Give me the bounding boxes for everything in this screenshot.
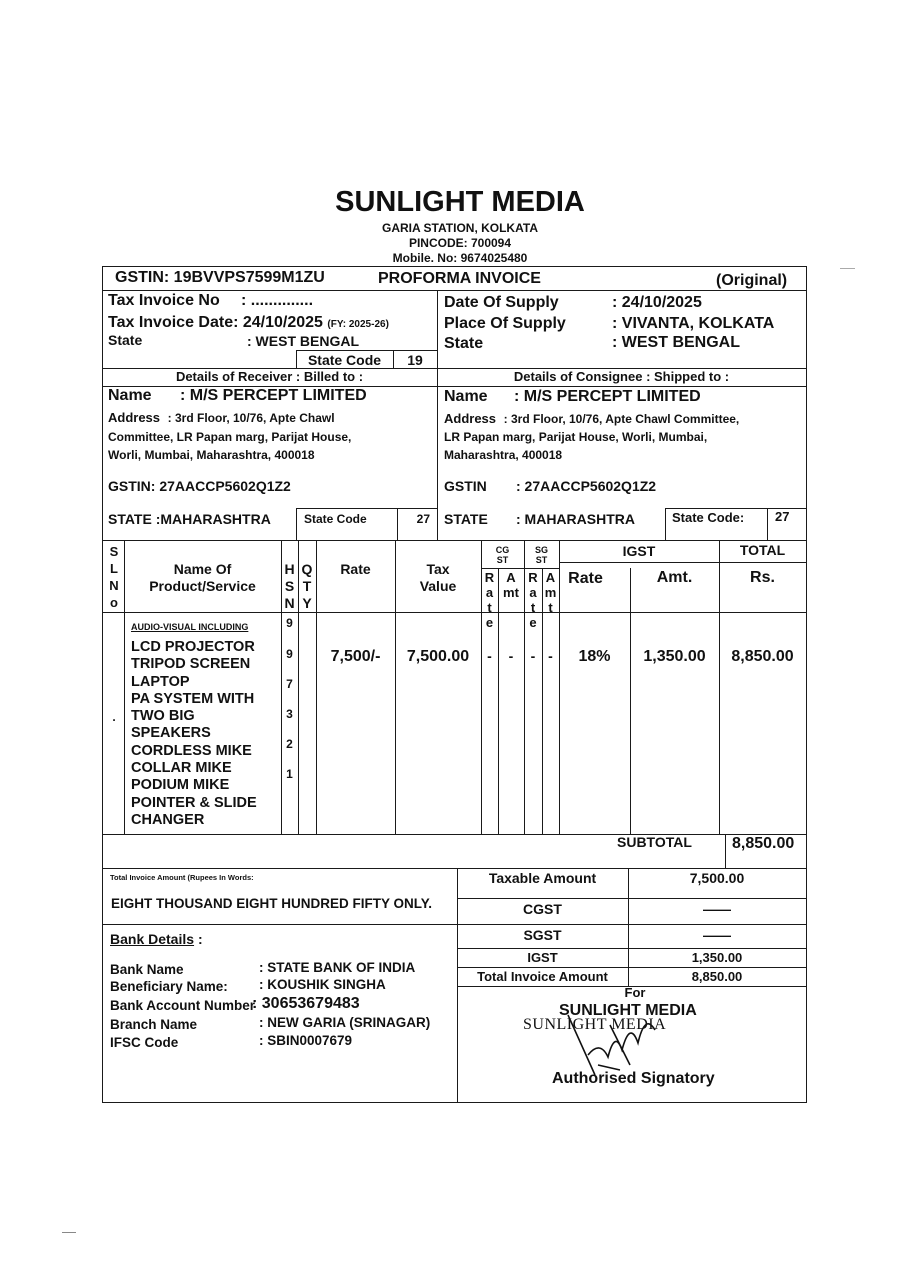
header-line: Product/Service [149,578,256,594]
col-igst-amt: Amt. [656,569,693,586]
consignee-address-line3: Maharashtra, 400018 [444,448,563,462]
receiver-state-code-label: State Code [304,512,367,526]
authorised-signatory: Authorised Signatory [552,1070,715,1087]
receiver-address-label: Address [108,410,161,425]
consignee-heading: Details of Consignee : Shipped to : [513,369,730,384]
amount-words-label: Total Invoice Amount (Rupees In Words: [110,873,254,882]
summary-value: 7,500.00 [689,870,745,886]
supply-state-label: State [444,335,484,352]
header-char: N [109,578,119,593]
header-char: m [544,585,557,600]
hsn-digit: 1 [286,767,293,781]
copy-label: (Original) [716,272,788,289]
hsn-digit: 9 [286,647,293,661]
border-left [102,266,103,1103]
bank-name-value: : STATE BANK OF INDIA [259,960,416,975]
item-igst-amt: 1,350.00 [643,648,706,665]
consignee-address-line2: LR Papan marg, Parijat House, Worli, Mumbai, [444,430,708,444]
supply-state-value: : WEST BENGAL [612,334,740,351]
header-char: a [529,585,537,600]
ifsc-value: : SBIN0007679 [259,1033,353,1048]
signature-company: SUNLIGHT MEDIA [559,1002,697,1019]
receiver-name-label: Name [108,387,152,404]
bank-name-label: Bank Name [110,962,184,977]
product-line: PODIUM MIKE [131,777,230,794]
divider [767,508,768,540]
summary-label: SGST [523,927,562,943]
header-char: Q [301,561,313,577]
col-cgst [481,545,524,565]
col-divider [316,540,317,834]
header-char: t [530,600,536,615]
col-qty [298,561,316,612]
item-cgst-rate: - [487,648,492,664]
consignee-address-label: Address [444,411,497,426]
col-igst: IGST [622,543,656,559]
receiver-gstin: GSTIN: 27AACCP5602Q1Z2 [108,478,291,494]
summary-label: CGST [523,901,562,917]
border-right [806,266,807,1103]
header-char: H [284,561,295,577]
invoice-no-label: Tax Invoice No [108,292,220,309]
consignee-gstin-label: GSTIN [444,478,487,494]
scan-mark [62,1232,76,1233]
hsn-digit: 7 [286,677,293,691]
state-code-label: State Code [307,352,382,368]
divider [457,898,806,899]
col-sgst-rate [524,570,542,630]
border-top [102,266,806,267]
item-rate: 7,500/- [330,648,381,665]
account-number-label: Bank Account Number [110,998,256,1013]
col-hsn [281,561,298,612]
consignee-state-value: : MAHARASHTRA [516,511,635,527]
col-igst-rate: Rate [568,570,603,587]
product-line: COLLAR MIKE [131,760,232,777]
divider [102,540,806,541]
receiver-address-line1: : 3rd Floor, 10/76, Apte Chawl [167,411,335,425]
bank-heading-text: Bank Details [110,931,195,947]
header-char: mt [503,585,519,600]
product-line: POINTER & SLIDE [131,794,257,811]
ifsc-label: IFSC Code [110,1035,179,1050]
col-sgst-amt [542,570,559,615]
consignee-state-label: STATE [444,511,488,527]
item-cgst-amt: - [508,648,514,664]
product-line: TRIPOD SCREEN [131,656,251,673]
summary-label: Taxable Amount [488,870,597,886]
header-char: A [545,570,556,585]
signature-for: For [624,985,646,1000]
bank-heading-colon: : [197,931,203,947]
beneficiary-label: Beneficiary Name: [110,979,228,994]
product-line: SPEAKERS [131,725,211,742]
header-line: ST [496,555,509,565]
divider [296,350,437,351]
company-pincode: PINCODE: 700094 [408,236,512,250]
company-name: SUNLIGHT MEDIA [335,186,585,218]
header-char: o [110,595,118,610]
header-char: Y [302,595,312,611]
account-number-value: : 30653679483 [252,995,360,1012]
product-line: PA SYSTEM WITH [131,690,255,707]
product-line: TWO BIG [131,708,195,725]
divider [559,562,806,563]
header-char: T [302,578,312,594]
header-char: e [485,615,494,630]
header-char: L [110,561,118,576]
branch-label: Branch Name [110,1017,198,1032]
header-line: Tax [426,561,450,577]
item-sgst-rate: - [530,648,536,664]
date-of-supply-value: : 24/10/2025 [612,294,702,311]
header-char: t [548,600,553,615]
product-line: CORDLESS MIKE [131,742,252,759]
header-char: A [506,570,516,585]
receiver-heading: Details of Receiver : Billed to : [175,369,364,384]
consignee-state-code-label: State Code: [672,510,745,525]
branch-value: : NEW GARIA (SRINAGAR) [259,1015,431,1030]
col-total-rs: Rs. [750,569,775,586]
consignee-name-label: Name [444,388,488,405]
item-tax-value: 7,500.00 [406,648,470,665]
col-rate: Rate [340,561,371,577]
item-products [131,639,257,829]
summary-value: 1,350.00 [691,950,743,965]
amount-words-value: EIGHT THOUSAND EIGHT HUNDRED FIFTY ONLY. [111,896,433,911]
hsn-digit: 9 [286,616,293,630]
consignee-address-line1: : 3rd Floor, 10/76, Apte Chawl Committee, [503,412,740,426]
seller-gstin: GSTIN: 19BVVPS7599M1ZU [115,269,325,286]
invoice-date-value: Tax Invoice Date: 24/10/2025 [108,314,323,331]
product-line: LAPTOP [131,673,190,690]
divider [102,834,806,835]
divider [725,834,726,868]
col-total: TOTAL [739,542,786,558]
state-label: State [108,332,143,348]
header-char: S [284,578,295,594]
state-code-value: 19 [407,352,423,368]
divider [665,508,666,540]
divider [457,924,806,925]
subtotal-value: 8,850.00 [732,835,795,852]
col-sgst [524,545,559,565]
company-address: GARIA STATION, KOLKATA [382,221,538,235]
item-category: AUDIO-VISUAL INCLUDING [131,622,249,632]
header-char: R [528,570,538,585]
summary-value: —— [703,927,731,943]
item-total: 8,850.00 [731,648,794,665]
col-divider [498,568,499,834]
header-line: CG [495,545,510,555]
receiver-address [108,410,335,425]
product-line: CHANGER [131,811,205,828]
divider [102,924,457,925]
divider [437,290,438,368]
signature-scribble [560,995,680,1080]
divider [296,508,297,540]
receiver-state-code-value: 27 [416,512,430,526]
divider [102,290,806,291]
header-char: e [529,615,537,630]
company-mobile: Mobile. No: 9674025480 [392,251,528,265]
place-of-supply-label: Place Of Supply [444,315,566,332]
col-product [124,561,281,595]
header-line: Value [419,578,457,594]
header-char: S [109,544,119,559]
col-divider [630,568,631,834]
header-char: a [485,585,494,600]
summary-label: IGST [527,950,558,965]
item-igst-rate: 18% [578,648,611,665]
col-sl-no [104,543,124,611]
consignee-state-code-value: 27 [775,509,790,524]
document-type: PROFORMA INVOICE [378,270,541,287]
border-bottom [102,1102,807,1103]
signature-stamp: SUNLIGHT MEDIA [523,1016,667,1033]
divider [102,612,806,613]
header-char: R [484,570,495,585]
summary-label: Total Invoice Amount [477,969,608,984]
col-cgst-amt [498,570,524,600]
hsn-digit: 3 [286,707,293,721]
header-line: SG [534,545,548,555]
date-of-supply-label: Date Of Supply [444,294,559,311]
col-tax-value [395,561,481,595]
header-char: N [284,595,295,611]
fiscal-year: (FY: 2025-26) [327,319,389,330]
col-cgst-rate [481,570,498,630]
scan-mark [840,268,855,269]
product-line: LCD PROJECTOR [131,639,255,655]
consignee-name-value: : M/S PERCEPT LIMITED [514,388,701,405]
summary-value: 8,850.00 [691,969,743,984]
invoice-date [108,314,389,332]
summary-value: —— [703,901,731,917]
receiver-name-value: : M/S PERCEPT LIMITED [180,387,367,404]
invoice-no-value: : .............. [241,292,314,309]
item-sl-no: . [112,710,116,724]
header-char: t [487,600,492,615]
divider [296,508,437,509]
place-of-supply-value: : VIVANTA, KOLKATA [612,315,775,332]
receiver-state: STATE :MAHARASHTRA [108,511,271,527]
beneficiary-value: : KOUSHIK SINGHA [259,977,386,992]
header-line: ST [535,555,548,565]
divider [481,568,559,569]
subtotal-label: SUBTOTAL [617,834,692,850]
hsn-digit: 2 [286,737,293,751]
receiver-address-line2: Committee, LR Papan marg, Parijat House, [108,430,352,444]
consignee-address [444,411,739,426]
receiver-address-line3: Worli, Mumbai, Maharashtra, 400018 [108,448,315,462]
header-line: Name Of [173,561,232,577]
divider [457,948,806,949]
bank-heading [110,931,203,947]
state-value: : WEST BENGAL [247,333,359,349]
consignee-gstin-value: : 27AACCP5602Q1Z2 [516,478,657,494]
divider [102,868,806,869]
divider [437,368,438,540]
item-sgst-amt: - [548,648,553,664]
divider [457,967,806,968]
